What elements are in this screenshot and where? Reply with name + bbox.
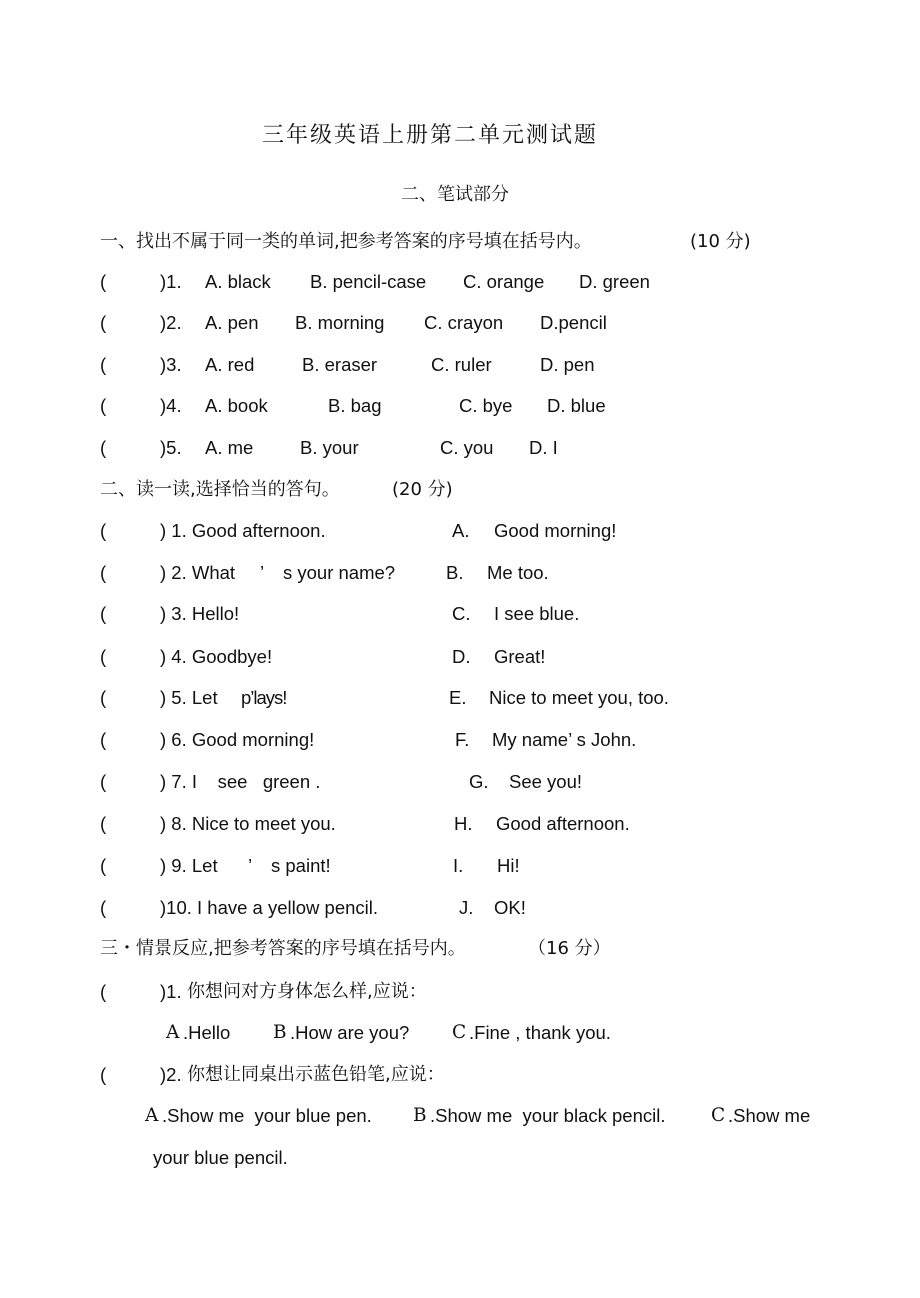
option-c: C. you [440, 437, 494, 458]
answer-letter: B. [446, 562, 464, 583]
answer-paren: ( [100, 312, 107, 333]
answer-paren: ( [100, 646, 107, 667]
option-a: A. book [205, 395, 268, 416]
answer-text: Hi! [497, 855, 520, 876]
question-text: )10. I have a yellow pencil. [160, 897, 379, 918]
option-d: D. blue [547, 395, 606, 416]
question-text: ) 7. I see green . [160, 771, 321, 792]
item-number: )2. [160, 312, 182, 333]
answer-letter: D. [452, 646, 471, 667]
item-number: )1. [160, 981, 182, 1002]
answer-paren: ( [100, 395, 107, 416]
option-c-letter: C [452, 1022, 467, 1043]
section3-heading: 三・情景反应,把参考答案的序号填在括号内。 [100, 938, 466, 959]
option-c-letter: C [711, 1105, 726, 1126]
option-d: D. green [579, 271, 650, 292]
item-number: )3. [160, 354, 182, 375]
option-a: A. me [205, 437, 254, 458]
answer-text: Me too. [487, 562, 549, 583]
option-c: C. ruler [431, 354, 492, 375]
answer-text: My name’ s John. [492, 729, 637, 750]
option-b: B. morning [295, 312, 385, 333]
option-c: C. orange [463, 271, 545, 292]
answer-paren: ( [100, 1064, 107, 1085]
option-b: .How are you? [290, 1022, 410, 1043]
question-text-cont: p’lays! [241, 687, 287, 708]
option-b: B. bag [328, 395, 382, 416]
answer-text: OK! [494, 897, 526, 918]
answer-paren: ( [100, 520, 107, 541]
answer-text: Good afternoon. [496, 813, 630, 834]
answer-text: See you! [509, 771, 583, 792]
option-d: D. pen [540, 354, 595, 375]
answer-paren: ( [100, 687, 107, 708]
question-text: ) 5. Let [160, 687, 218, 708]
option-c-continued: your blue pencil. [153, 1147, 288, 1168]
option-b: B. pencil-case [310, 271, 427, 292]
question-apostrophe: ’ [260, 562, 265, 583]
answer-paren: ( [100, 981, 107, 1002]
option-d: D.pencil [540, 312, 607, 333]
answer-paren: ( [100, 897, 107, 918]
answer-paren: ( [100, 562, 107, 583]
question-text: ) 9. Let [160, 855, 218, 876]
answer-text: I see blue. [494, 603, 580, 624]
answer-text: Nice to meet you, too. [489, 687, 669, 708]
question-text: ) 3. Hello! [160, 603, 240, 624]
section2-points: (20 分) [392, 479, 453, 500]
item-number: )5. [160, 437, 182, 458]
answer-letter: G. [469, 771, 489, 792]
option-c: C. bye [459, 395, 513, 416]
answer-paren: ( [100, 771, 107, 792]
answer-letter: J. [459, 897, 474, 918]
option-a: A. pen [205, 312, 259, 333]
section1-heading [100, 230, 592, 254]
answer-letter: H. [454, 813, 473, 834]
answer-paren: ( [100, 437, 107, 458]
question-apostrophe: ’ [248, 855, 253, 876]
answer-paren: ( [100, 813, 107, 834]
section1-points: (10 分) [690, 231, 751, 252]
question-prompt: 你想让同桌出示蓝色铅笔,应说： [187, 1064, 445, 1085]
option-a: A. red [205, 354, 255, 375]
option-b-letter: B [413, 1105, 427, 1126]
question-text: ) 2. What [160, 562, 236, 583]
question-text: ) 6. Good morning! [160, 729, 315, 750]
answer-paren: ( [100, 729, 107, 750]
section3-points: （16 分） [528, 938, 611, 959]
item-number: )4. [160, 395, 182, 416]
question-text-cont: s your name? [283, 562, 396, 583]
page-title: 三年级英语上册第二单元测试题 [261, 123, 598, 148]
answer-paren: ( [100, 855, 107, 876]
question-prompt: 你想问对方身体怎么样,应说： [187, 981, 427, 1002]
answer-letter: I. [453, 855, 464, 876]
answer-letter: C. [452, 603, 471, 624]
item-number: )2. [160, 1064, 182, 1085]
option-b: B. eraser [302, 354, 378, 375]
option-a: A. black [205, 271, 271, 292]
page-subtitle: 二、笔试部分 [401, 184, 509, 205]
answer-paren: ( [100, 354, 107, 375]
question-text-cont: s paint! [271, 855, 331, 876]
option-a: .Show me your blue pen. [162, 1105, 372, 1126]
answer-paren: ( [100, 271, 107, 292]
option-a-letter: A [166, 1022, 180, 1043]
answer-text: Great! [494, 646, 546, 667]
option-b-letter: B [273, 1022, 287, 1043]
answer-letter: F. [455, 729, 470, 750]
answer-letter: E. [449, 687, 467, 708]
option-c: .Fine , thank you. [469, 1022, 611, 1043]
option-c: C. crayon [424, 312, 504, 333]
option-d: D. I [529, 437, 558, 458]
section1-heading-text: 一、找出不属于同一类的单词,把参考答案的序号填在括号内。 [100, 231, 592, 252]
answer-letter: A. [452, 520, 470, 541]
question-text: ) 8. Nice to meet you. [160, 813, 336, 834]
section2-heading: 二、读一读,选择恰当的答句。 [100, 479, 340, 500]
option-a: .Hello [183, 1022, 231, 1043]
option-c: .Show me [728, 1105, 811, 1126]
item-number: )1. [160, 271, 182, 292]
question-text: ) 4. Goodbye! [160, 646, 273, 667]
option-a-letter: A [145, 1105, 159, 1126]
question-text: ) 1. Good afternoon. [160, 520, 326, 541]
answer-text: Good morning! [494, 520, 617, 541]
option-b: .Show me your black pencil. [430, 1105, 666, 1126]
answer-paren: ( [100, 603, 107, 624]
option-b: B. your [300, 437, 359, 458]
